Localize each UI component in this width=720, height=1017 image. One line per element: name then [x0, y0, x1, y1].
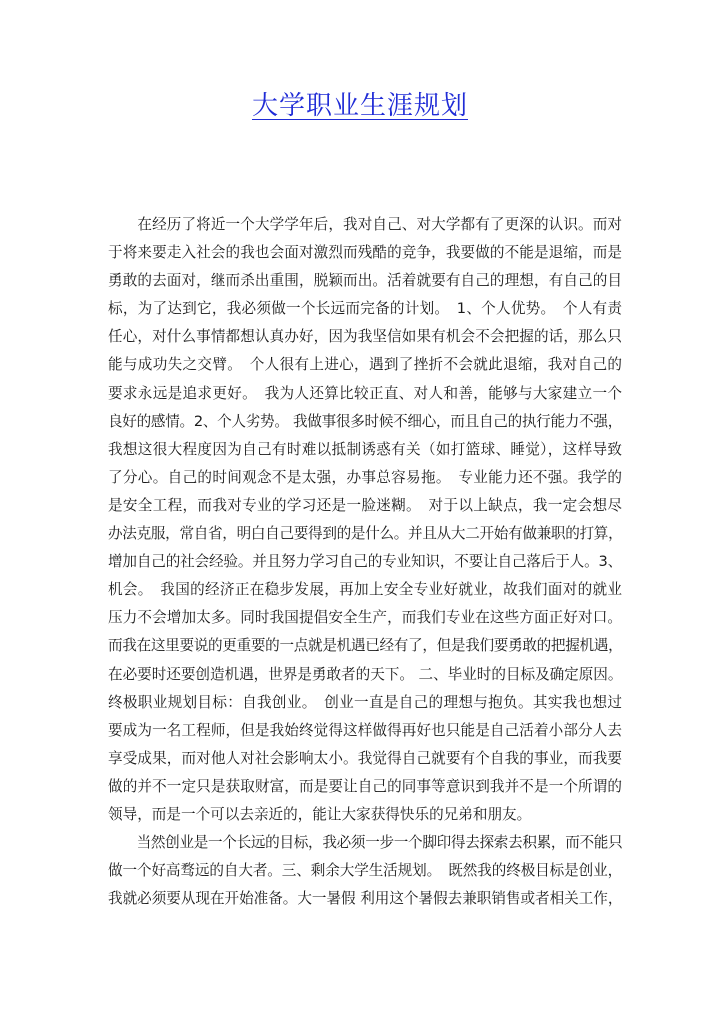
body-line: 做一个好高骛远的自大者。三、剩余大学生活规划。 既然我的终极目标是创业， — [108, 862, 623, 880]
body-line: 标，为了达到它，我必须做一个长远而完备的计划。 1、个人优势。 个人有责 — [108, 300, 622, 318]
body-line: 在经历了将近一个大学学年后，我对自己、对大学都有了更深的认识。而对 — [108, 216, 622, 233]
body-line: 在必要时还要创造机遇，世界是勇敢者的天下。 二、毕业时的目标及确定原因。 — [108, 665, 623, 683]
body-line: 于将来要走入社会的我也会面对激烈而残酷的竞争，我要做的不能是退缩，而是 — [108, 244, 622, 262]
body-line: 我就必须要从现在开始准备。大一暑假 利用这个暑假去兼职销售或者相关工作， — [108, 890, 623, 908]
body-line: 良好的感情。2、个人劣势。 我做事很多时候不细心，而且自己的执行能力不强， — [108, 412, 622, 430]
document-body — [108, 211, 622, 913]
body-line: 勇敢的去面对，继而杀出重围，脱颖而出。活着就要有自己的理想，有自己的目 — [108, 272, 622, 290]
body-line: 要成为一名工程师，但是我始终觉得这样做得再好也只能是自己活着小部分人去 — [108, 721, 622, 739]
body-line: 办法克服，常自省，明白自己要得到的是什么。并且从大二开始有做兼职的打算， — [108, 525, 623, 543]
document-title: 大学职业生涯规划 — [251, 91, 468, 121]
body-line: 做的并不一定只是获取财富，而是要让自己的同事等意识到我并不是一个所谓的 — [108, 777, 622, 795]
body-line: 增加自己的社会经验。并且努力学习自己的专业知识，不要让自己落后于人。3、 — [108, 553, 623, 571]
body-line: 领导，而是一个可以去亲近的，能让大家获得快乐的兄弟和朋友。 — [108, 805, 532, 823]
body-line: 了分心。自己的时间观念不是太强，办事总容易拖。 专业能力还不强。我学的 — [108, 468, 622, 486]
body-line: 终极职业规划目标：自我创业。 创业一直是自己的理想与抱负。其实我也想过 — [108, 693, 622, 711]
body-line: 能与成功失之交臂。 个人很有上进心，遇到了挫折不会就此退缩，我对自己的 — [108, 356, 622, 374]
body-line: 任心，对什么事情都想认真办好，因为我坚信如果有机会不会把握的话，那么只 — [108, 328, 622, 346]
body-line: 压力不会增加太多。同时我国提倡安全生产，而我们专业在这些方面正好对口。 — [108, 609, 622, 627]
body-line: 我想这很大程度因为自己有时难以抵制诱惑有关（如打篮球、睡觉），这样导致 — [108, 440, 622, 458]
body-line: 而我在这里要说的更重要的一点就是机遇已经有了，但是我们要勇敢的把握机遇， — [108, 637, 623, 655]
body-line: 享受成果，而对他人对社会影响太小。我觉得自己就要有个自我的事业，而我要 — [108, 749, 622, 767]
body-line: 是安全工程，而我对专业的学习还是一脸迷糊。 对于以上缺点，我一定会想尽 — [108, 496, 622, 514]
body-line: 当然创业是一个长远的目标，我必须一步一个脚印得去探索去积累，而不能只 — [108, 834, 623, 852]
body-line: 机会。 我国的经济正在稳步发展，再加上安全专业好就业，故我们面对的就业 — [108, 581, 622, 599]
body-line: 要求永远是追求更好。 我为人还算比较正直、对人和善，能够与大家建立一个 — [108, 384, 622, 402]
